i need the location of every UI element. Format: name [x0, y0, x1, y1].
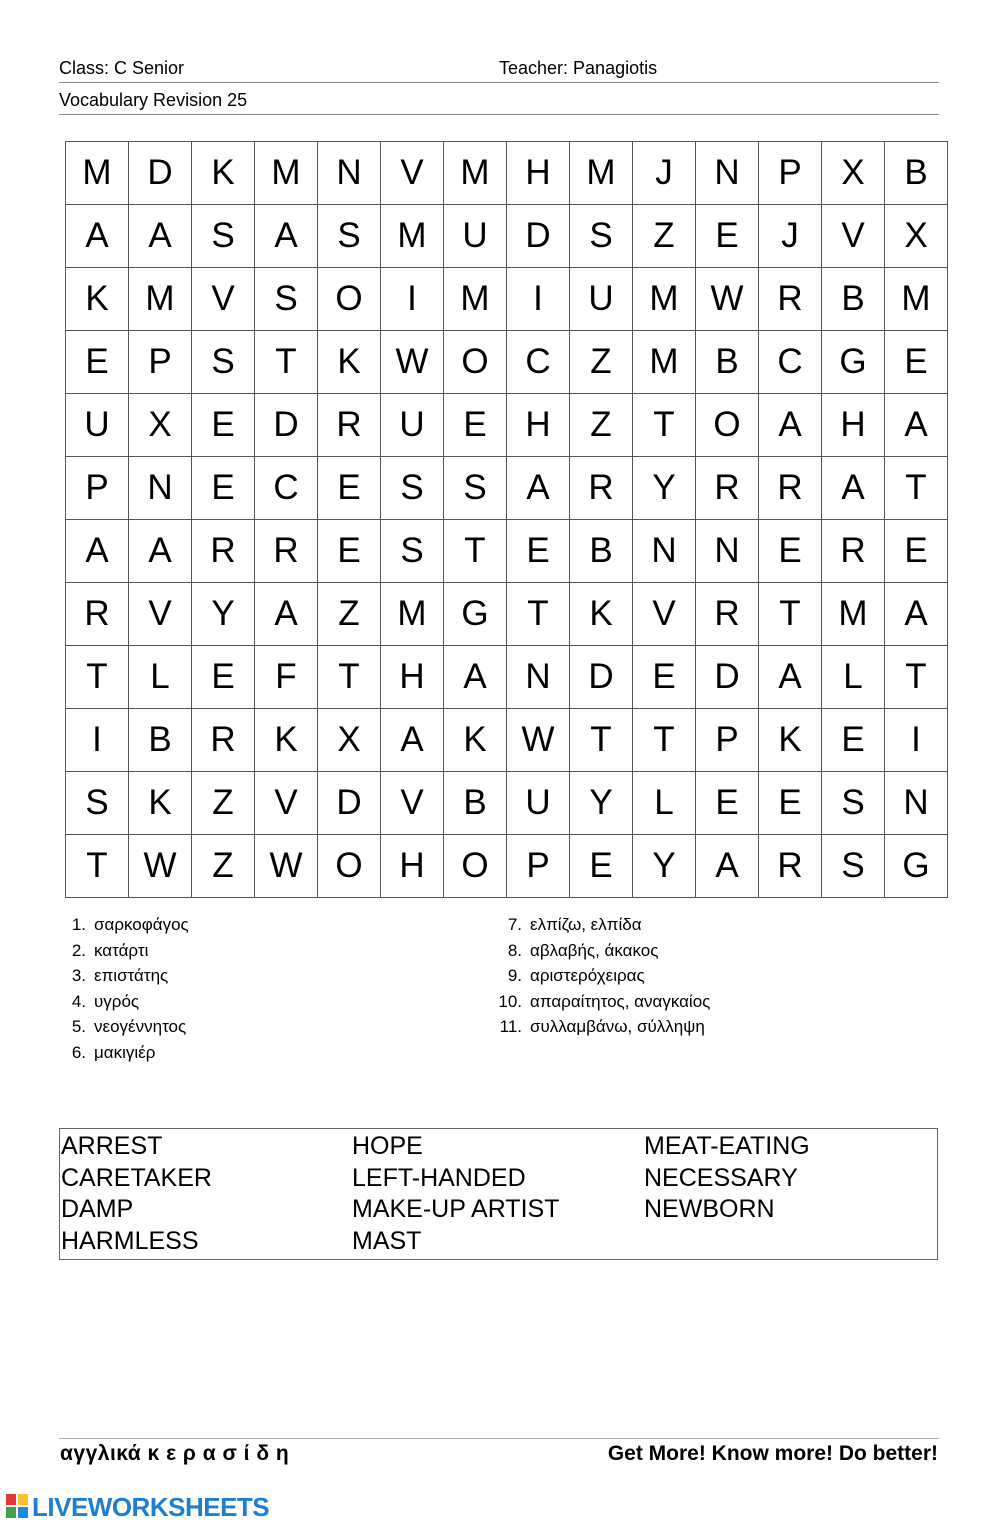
grid-cell[interactable]: E	[192, 457, 255, 520]
grid-cell[interactable]: M	[66, 142, 129, 205]
clue-item	[58, 989, 189, 1015]
grid-cell[interactable]: E	[444, 394, 507, 457]
grid-cell[interactable]: N	[696, 520, 759, 583]
grid-row	[66, 520, 948, 583]
grid-cell[interactable]: M	[633, 331, 696, 394]
grid-cell[interactable]: T	[885, 646, 948, 709]
grid-cell[interactable]: M	[444, 268, 507, 331]
grid-cell[interactable]: Y	[633, 457, 696, 520]
clue-number: 10.	[498, 991, 522, 1011]
grid-cell[interactable]: D	[696, 646, 759, 709]
grid-cell[interactable]: R	[570, 457, 633, 520]
grid-cell[interactable]: O	[444, 835, 507, 898]
grid-cell[interactable]: S	[192, 205, 255, 268]
word-bank-item: NEWBORN	[644, 1195, 775, 1223]
grid-cell[interactable]: Z	[633, 205, 696, 268]
grid-cell[interactable]: N	[318, 142, 381, 205]
grid-row	[66, 457, 948, 520]
grid-cell[interactable]: Z	[570, 394, 633, 457]
word-bank-item: LEFT-HANDED	[352, 1163, 526, 1192]
grid-cell[interactable]: E	[570, 835, 633, 898]
grid-cell[interactable]: C	[255, 457, 318, 520]
grid-cell[interactable]: M	[633, 268, 696, 331]
footer-motto: Get More! Know more! Do better!	[607, 1442, 938, 1465]
word-bank-item: CARETAKER	[61, 1163, 212, 1192]
grid-cell[interactable]: K	[66, 268, 129, 331]
grid-cell[interactable]: V	[192, 268, 255, 331]
grid-cell[interactable]: M	[444, 142, 507, 205]
clue-number: 1.	[71, 915, 86, 934]
word-bank-column-2	[352, 1131, 559, 1257]
grid-cell[interactable]: P	[696, 709, 759, 772]
grid-cell[interactable]: M	[129, 268, 192, 331]
word-bank-item: MAST	[352, 1226, 422, 1255]
grid-cell[interactable]: J	[633, 142, 696, 205]
grid-row	[66, 583, 948, 646]
grid-cell[interactable]: E	[66, 331, 129, 394]
grid-cell[interactable]: H	[381, 646, 444, 709]
grid-cell[interactable]: E	[696, 205, 759, 268]
clue-item	[494, 989, 710, 1015]
grid-cell[interactable]: B	[570, 520, 633, 583]
grid-cell[interactable]: E	[318, 457, 381, 520]
grid-cell[interactable]: U	[381, 394, 444, 457]
grid-cell[interactable]: I	[885, 709, 948, 772]
grid-row	[66, 268, 948, 331]
grid-cell[interactable]: B	[885, 142, 948, 205]
grid-cell[interactable]: S	[444, 457, 507, 520]
grid-cell[interactable]: R	[192, 520, 255, 583]
grid-row	[66, 205, 948, 268]
grid-cell[interactable]: T	[885, 457, 948, 520]
grid-cell[interactable]: S	[822, 772, 885, 835]
grid-cell[interactable]: Y	[570, 772, 633, 835]
grid-cell[interactable]: A	[759, 646, 822, 709]
grid-cell[interactable]: Z	[192, 835, 255, 898]
grid-cell[interactable]: D	[255, 394, 318, 457]
grid-cell[interactable]: E	[696, 772, 759, 835]
grid-cell[interactable]: N	[129, 457, 192, 520]
grid-cell[interactable]: T	[318, 646, 381, 709]
grid-cell[interactable]: K	[192, 142, 255, 205]
clue-text: νεογέννητος	[94, 1017, 187, 1037]
grid-row	[66, 772, 948, 835]
grid-cell[interactable]: T	[444, 520, 507, 583]
grid-cell[interactable]: P	[759, 142, 822, 205]
clue-item	[58, 938, 189, 964]
grid-cell[interactable]: N	[507, 646, 570, 709]
grid-cell[interactable]: M	[381, 583, 444, 646]
teacher-label: Teacher: Panagiotis	[499, 58, 658, 78]
grid-cell[interactable]: T	[507, 583, 570, 646]
grid-cell[interactable]: O	[318, 835, 381, 898]
liveworksheets-logo[interactable]	[6, 1492, 269, 1522]
logo-text: LIVEWORKSHEETS	[32, 1491, 270, 1522]
grid-cell[interactable]: A	[66, 205, 129, 268]
grid-cell[interactable]: K	[255, 709, 318, 772]
grid-cell[interactable]: R	[66, 583, 129, 646]
grid-cell[interactable]: A	[822, 457, 885, 520]
grid-cell[interactable]: R	[822, 520, 885, 583]
clue-item	[494, 963, 710, 989]
grid-cell[interactable]: M	[381, 205, 444, 268]
word-bank-item: DAMP	[61, 1195, 134, 1223]
word-search-grid	[65, 141, 948, 898]
grid-cell[interactable]: R	[255, 520, 318, 583]
footer-divider	[59, 1438, 939, 1439]
grid-cell[interactable]: V	[381, 772, 444, 835]
grid-cell[interactable]: S	[318, 205, 381, 268]
clue-number: 6.	[71, 1042, 86, 1062]
grid-cell[interactable]: R	[696, 583, 759, 646]
clue-number: 3.	[71, 966, 86, 986]
grid-cell[interactable]: C	[507, 331, 570, 394]
grid-cell[interactable]: X	[129, 394, 192, 457]
grid-cell[interactable]: D	[318, 772, 381, 835]
grid-cell[interactable]: T	[633, 709, 696, 772]
grid-cell[interactable]: H	[507, 142, 570, 205]
grid-cell[interactable]: P	[129, 331, 192, 394]
grid-cell[interactable]: H	[381, 835, 444, 898]
word-bank-column-3	[644, 1131, 810, 1226]
grid-cell[interactable]: K	[129, 772, 192, 835]
clue-text: σαρκοφάγος	[94, 915, 189, 934]
grid-cell[interactable]: I	[507, 268, 570, 331]
grid-cell[interactable]: R	[759, 457, 822, 520]
grid-cell[interactable]: E	[885, 331, 948, 394]
clue-item	[494, 938, 710, 964]
grid-cell[interactable]: K	[318, 331, 381, 394]
clue-text: ελπίζω, ελπίδα	[530, 915, 642, 934]
clue-number: 2.	[71, 940, 86, 960]
grid-cell[interactable]: L	[633, 772, 696, 835]
grid-cell[interactable]: R	[759, 268, 822, 331]
grid-cell[interactable]: A	[129, 205, 192, 268]
grid-cell[interactable]: C	[759, 331, 822, 394]
grid-cell[interactable]: S	[255, 268, 318, 331]
clue-text: απαραίτητος, αναγκαίος	[530, 991, 711, 1011]
grid-cell[interactable]: A	[255, 583, 318, 646]
grid-cell[interactable]: Z	[318, 583, 381, 646]
grid-cell[interactable]: U	[570, 268, 633, 331]
grid-cell[interactable]: L	[129, 646, 192, 709]
grid-cell[interactable]: Z	[570, 331, 633, 394]
clue-number: 9.	[507, 966, 522, 986]
grid-cell[interactable]: B	[444, 772, 507, 835]
word-bank-item: MAKE-UP ARTIST	[352, 1195, 560, 1223]
grid-cell[interactable]: X	[318, 709, 381, 772]
grid-cell[interactable]: V	[129, 583, 192, 646]
grid-cell[interactable]: D	[570, 646, 633, 709]
grid-cell[interactable]: P	[507, 835, 570, 898]
grid-cell[interactable]: O	[696, 394, 759, 457]
clue-item	[494, 1014, 710, 1040]
grid-cell[interactable]: S	[822, 835, 885, 898]
grid-cell[interactable]: R	[696, 457, 759, 520]
clue-item	[494, 912, 710, 938]
grid-cell[interactable]: X	[885, 205, 948, 268]
grid-row	[66, 646, 948, 709]
grid-cell[interactable]: X	[822, 142, 885, 205]
grid-row	[66, 394, 948, 457]
header-row-1	[59, 54, 939, 83]
word-bank-column-1	[61, 1131, 212, 1257]
grid-cell[interactable]: T	[255, 331, 318, 394]
grid-cell[interactable]: K	[444, 709, 507, 772]
grid-row	[66, 709, 948, 772]
grid-cell[interactable]: E	[318, 520, 381, 583]
grid-cell[interactable]: S	[381, 457, 444, 520]
grid-cell[interactable]: N	[885, 772, 948, 835]
clue-number: 4.	[71, 991, 86, 1011]
grid-cell[interactable]: B	[822, 268, 885, 331]
class-label: Class: C Senior	[59, 58, 185, 78]
grid-cell[interactable]: E	[759, 772, 822, 835]
grid-cell[interactable]: T	[570, 709, 633, 772]
word-bank-item: HARMLESS	[61, 1226, 199, 1255]
grid-row	[66, 331, 948, 394]
grid-cell[interactable]: G	[444, 583, 507, 646]
grid-cell[interactable]: G	[822, 331, 885, 394]
grid-cell[interactable]: A	[381, 709, 444, 772]
clue-text: συλλαμβάνω, σύλληψη	[530, 1017, 705, 1037]
grid-cell[interactable]: E	[192, 394, 255, 457]
grid-cell[interactable]: V	[633, 583, 696, 646]
grid-cell[interactable]: U	[507, 772, 570, 835]
grid-cell[interactable]: R	[759, 835, 822, 898]
grid-cell[interactable]: U	[444, 205, 507, 268]
word-bank-item: HOPE	[352, 1132, 423, 1160]
grid-cell[interactable]: L	[822, 646, 885, 709]
grid-cell[interactable]: H	[507, 394, 570, 457]
grid-cell[interactable]: B	[696, 331, 759, 394]
grid-cell[interactable]: V	[255, 772, 318, 835]
grid-cell[interactable]: O	[444, 331, 507, 394]
grid-cell[interactable]: A	[66, 520, 129, 583]
clue-text: υγρός	[94, 991, 140, 1011]
grid-cell[interactable]: I	[66, 709, 129, 772]
grid-cell[interactable]: M	[822, 583, 885, 646]
grid-cell[interactable]: E	[885, 520, 948, 583]
clue-list-left	[58, 912, 189, 1066]
grid-cell[interactable]: G	[885, 835, 948, 898]
grid-cell[interactable]: U	[66, 394, 129, 457]
word-bank	[59, 1128, 938, 1260]
grid-cell[interactable]: W	[381, 331, 444, 394]
grid-cell[interactable]: A	[129, 520, 192, 583]
grid-cell[interactable]: M	[885, 268, 948, 331]
worksheet-title: Vocabulary Revision 25	[59, 90, 248, 110]
clue-list-right	[494, 912, 710, 1040]
grid-cell[interactable]: V	[822, 205, 885, 268]
grid-cell[interactable]: W	[507, 709, 570, 772]
grid-cell[interactable]: I	[381, 268, 444, 331]
grid-cell[interactable]: T	[66, 835, 129, 898]
grid-row	[66, 835, 948, 898]
clue-item	[58, 1040, 189, 1066]
grid-cell[interactable]: A	[759, 394, 822, 457]
grid-cell[interactable]: T	[759, 583, 822, 646]
grid-cell[interactable]: A	[507, 457, 570, 520]
grid-cell[interactable]: N	[633, 520, 696, 583]
grid-cell[interactable]: S	[66, 772, 129, 835]
grid-cell[interactable]: H	[822, 394, 885, 457]
clue-text: επιστάτης	[94, 966, 169, 986]
grid-cell[interactable]: T	[633, 394, 696, 457]
grid-cell[interactable]: R	[318, 394, 381, 457]
grid-cell[interactable]: W	[255, 835, 318, 898]
grid-cell[interactable]: K	[570, 583, 633, 646]
grid-cell[interactable]: E	[192, 646, 255, 709]
grid-cell[interactable]: K	[759, 709, 822, 772]
grid-cell[interactable]: Y	[633, 835, 696, 898]
grid-row	[66, 142, 948, 205]
grid-cell[interactable]: N	[696, 142, 759, 205]
clue-number: 7.	[507, 915, 522, 934]
grid-cell[interactable]: A	[255, 205, 318, 268]
grid-cell[interactable]: R	[192, 709, 255, 772]
grid-cell[interactable]: V	[381, 142, 444, 205]
grid-cell[interactable]: M	[255, 142, 318, 205]
grid-cell[interactable]: E	[633, 646, 696, 709]
footer-signature: αγγλικά κ ε ρ α σ ί δ η	[60, 1442, 290, 1465]
clue-number: 5.	[71, 1017, 86, 1037]
header-row-2	[59, 86, 939, 115]
clue-item	[58, 912, 189, 938]
grid-cell[interactable]: E	[759, 520, 822, 583]
grid-cell[interactable]: A	[885, 394, 948, 457]
grid-cell[interactable]: W	[129, 835, 192, 898]
word-bank-item: NECESSARY	[644, 1163, 798, 1192]
clue-text: κατάρτι	[94, 940, 149, 960]
grid-cell[interactable]: W	[696, 268, 759, 331]
grid-cell[interactable]: Y	[192, 583, 255, 646]
grid-cell[interactable]: S	[381, 520, 444, 583]
word-bank-item: ARREST	[61, 1132, 163, 1160]
grid-cell[interactable]: E	[822, 709, 885, 772]
grid-cell[interactable]: D	[507, 205, 570, 268]
grid-cell[interactable]: T	[66, 646, 129, 709]
clue-text: αβλαβής, άκακος	[530, 940, 659, 960]
grid-cell[interactable]: M	[570, 142, 633, 205]
clue-number: 8.	[507, 940, 522, 960]
clue-text: αριστερόχειρας	[530, 966, 645, 986]
grid-cell[interactable]: A	[885, 583, 948, 646]
grid-cell[interactable]: E	[507, 520, 570, 583]
grid-cell[interactable]: F	[255, 646, 318, 709]
clue-number: 11.	[499, 1017, 522, 1037]
grid-cell[interactable]: J	[759, 205, 822, 268]
grid-cell[interactable]: A	[696, 835, 759, 898]
logo-squares-icon	[6, 1494, 30, 1520]
grid-cell[interactable]: D	[129, 142, 192, 205]
grid-cell[interactable]: S	[570, 205, 633, 268]
grid-cell[interactable]: Z	[192, 772, 255, 835]
grid-cell[interactable]: B	[129, 709, 192, 772]
grid-cell[interactable]: O	[318, 268, 381, 331]
grid-cell[interactable]: S	[192, 331, 255, 394]
grid-cell[interactable]: A	[444, 646, 507, 709]
clue-item	[58, 1014, 189, 1040]
grid-cell[interactable]: P	[66, 457, 129, 520]
clue-item	[58, 963, 189, 989]
word-bank-item: MEAT-EATING	[644, 1132, 810, 1160]
clue-text: μακιγιέρ	[94, 1042, 156, 1062]
